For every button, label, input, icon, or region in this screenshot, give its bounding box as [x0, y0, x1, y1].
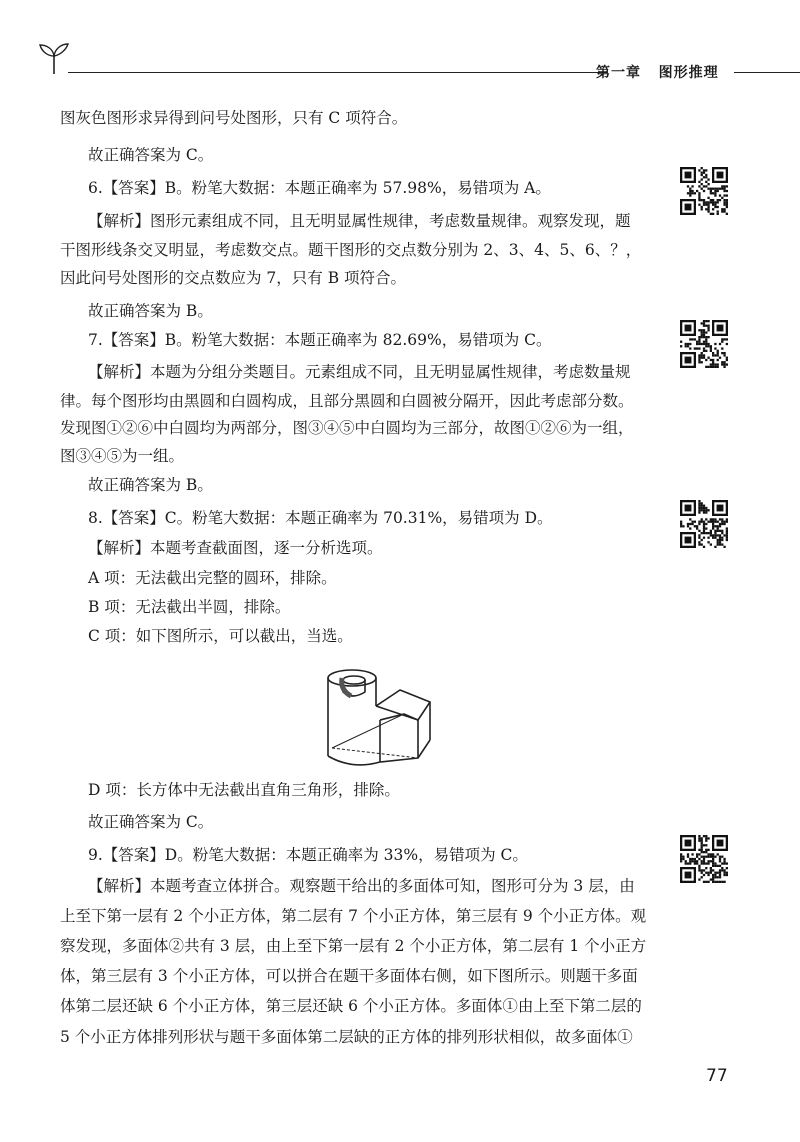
- qr-code-icon[interactable]: [680, 320, 728, 368]
- text-line: 图灰色图形求异得到问号处图形，只有 C 项符合。: [60, 109, 408, 127]
- text-line: 故正确答案为 C。: [88, 146, 214, 164]
- leaf-icon: [38, 42, 70, 76]
- header-title: [596, 62, 719, 82]
- text-line: 6.【答案】B。粉笔大数据：本题正确率为 57.98%，易错项为 A。: [88, 179, 551, 197]
- page-header: [38, 40, 800, 84]
- text-line: A 项：无法截出完整的圆环，排除。: [88, 569, 337, 587]
- text-line: 【解析】图形元素组成不同，且无明显属性规律，考虑数量规律。观察发现，题: [88, 212, 631, 230]
- text-line: B 项：无法截出半圆，排除。: [88, 598, 291, 616]
- text-line: 故正确答案为 B。: [88, 476, 213, 494]
- text-line: D 项：长方体中无法截出直角三角形，排除。: [88, 781, 400, 799]
- text-line: 图③④⑤为一组。: [60, 447, 185, 465]
- text-line: 8.【答案】C。粉笔大数据：本题正确率为 70.31%，易错项为 D。: [88, 509, 553, 527]
- text-line: 7.【答案】B。粉笔大数据：本题正确率为 82.69%，易错项为 C。: [88, 331, 552, 349]
- qr-code-icon[interactable]: [680, 167, 728, 215]
- text-line: 上至下第一层有 2 个小正方体，第二层有 7 个小正方体，第三层有 9 个小正方体。观: [60, 907, 647, 925]
- qr-code-icon[interactable]: [680, 500, 728, 548]
- text-line: 律。每个图形均由黑圆和白圆构成，且部分黑圆和白圆被分隔开，因此考虑部分数。: [60, 392, 634, 410]
- text-line: 【解析】本题考查立体拼合。观察题干给出的多面体可知，图形可分为 3 层，由: [88, 877, 635, 895]
- text-line: 5 个小正方体排列形状与题干多面体第二层缺的正方体的排列形状相似，故多面体①: [60, 1028, 633, 1046]
- text-line: C 项：如下图所示，可以截出，当选。: [88, 627, 353, 645]
- text-line: 【解析】本题考查截面图，逐一分析选项。: [88, 539, 383, 557]
- text-line: 体第二层还缺 6 个小正方体，第三层还缺 6 个小正方体。多面体①由上至下第二层的: [60, 997, 642, 1015]
- chapter-label: 第一章: [596, 65, 641, 81]
- text-line: 因此问号处图形的交点数应为 7，只有 B 项符合。: [60, 269, 407, 287]
- text-line: 故正确答案为 C。: [88, 813, 214, 831]
- text-line: 发现图①②⑥中白圆均为两部分，图③④⑤中白圆均为三部分，故图①②⑥为一组，: [60, 419, 634, 437]
- header-rule-right: [734, 72, 800, 73]
- section-label: 图形推理: [658, 65, 719, 81]
- text-line: 故正确答案为 B。: [88, 302, 213, 320]
- header-rule-left: [68, 72, 608, 73]
- text-line: 体，第三层有 3 个小正方体，可以拼合在题干多面体右侧，如下图所示。则题干多面: [60, 967, 638, 985]
- text-line: 干图形线条交叉明显，考虑数交点。题干图形的交点数分别为 2、3、4、5、6、？，: [60, 241, 642, 259]
- text-line: 【解析】本题为分组分类题目。元素组成不同，且无明显属性规律，考虑数量规: [88, 363, 631, 381]
- text-line: 察发现，多面体②共有 3 层，由上至下第一层有 2 个小正方体，第二层有 1 个小正方: [60, 937, 647, 955]
- page-number: 77: [706, 1066, 728, 1086]
- text-line: 9.【答案】D。粉笔大数据：本题正确率为 33%，易错项为 C。: [88, 846, 528, 864]
- qr-code-icon[interactable]: [680, 835, 728, 883]
- cross-section-figure: [318, 662, 440, 782]
